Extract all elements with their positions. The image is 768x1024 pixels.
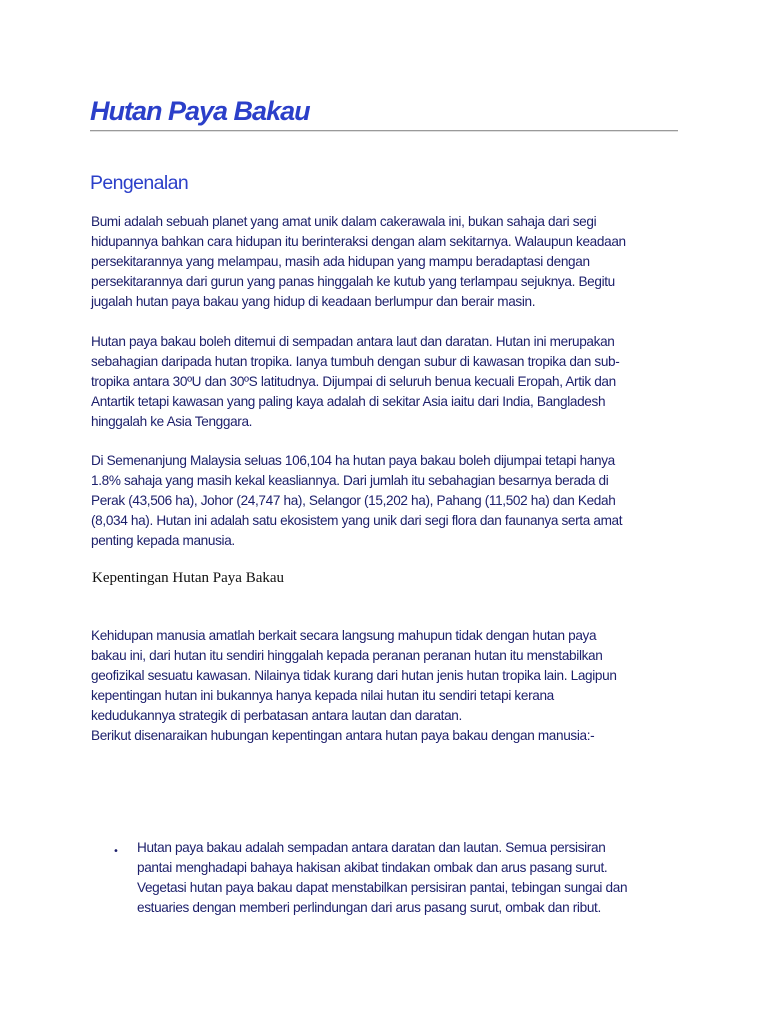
text-line: kedudukannya strategik di perbatasan antara lautan dan daratan.	[91, 708, 462, 723]
importance-bullet-list	[110, 838, 627, 918]
text-line: Kehidupan manusia amatlah berkait secara langsung mahupun tidak dengan hutan paya	[91, 628, 597, 643]
text-line: persekitarannya yang melampau, masih ada hidupan yang mampu beradaptasi dengan	[91, 254, 590, 269]
text-line: Berikut disenaraikan hubungan kepentingan antara hutan paya bakau dengan manusia:-	[91, 728, 595, 743]
text-line: hinggalah ke Asia Tenggara.	[91, 414, 253, 429]
text-line: penting kepada manusia.	[91, 533, 235, 548]
text-line: 1.8% sahaja yang masih kekal keasliannya. Dari jumlah itu sebahagian besarnya berada di	[91, 473, 609, 488]
title-divider	[90, 130, 678, 132]
text-line: bakau ini, dari hutan itu sendiri hinggalah kepada peranan peranan hutan itu menstabilkan	[91, 648, 603, 663]
text-line: sebahagian daripada hutan tropika. Ianya tumbuh dengan subur di kawasan tropika dan sub-	[91, 354, 620, 369]
text-line: persekitarannya dari gurun yang panas hinggalah ke kutub yang terlampau sejuknya. Begitu	[91, 274, 615, 289]
text-line: tropika antara 30ºU dan 30ºS latitudnya. Dijumpai di seluruh benua kecuali Eropah, Artik dan	[91, 374, 616, 389]
intro-paragraph-3	[91, 451, 622, 551]
text-line: Hutan paya bakau boleh ditemui di sempadan antara laut dan daratan. Hutan ini merupakan	[91, 334, 615, 349]
text-line: pantai menghadapi bahaya hakisan akibat tindakan ombak dan arus pasang surut.	[137, 860, 608, 875]
text-line: jugalah hutan paya bakau yang hidup di keadaan berlumpur dan berair masin.	[91, 294, 536, 309]
intro-paragraph-2	[91, 332, 619, 432]
text-line: geofizikal sesuatu kawasan. Nilainya tidak kurang dari hutan jenis hutan tropika lain. Lagipun	[91, 668, 617, 683]
text-line: Perak (43,506 ha), Johor (24,747 ha), Selangor (15,202 ha), Pahang (11,502 ha) dan Kedah	[91, 493, 616, 508]
text-line: Bumi adalah sebuah planet yang amat unik dalam cakerawala ini, bukan sahaja dari segi	[91, 214, 597, 229]
importance-paragraph	[91, 626, 617, 746]
text-line: hidupannya bahkan cara hidupan itu berinteraksi dengan alam sekitarnya. Walaupun keadaan	[91, 234, 626, 249]
text-line: Di Semenanjung Malaysia seluas 106,104 ha hutan paya bakau boleh dijumpai tetapi hanya	[91, 453, 615, 468]
text-line: kepentingan hutan ini bukannya hanya kepada nilai hutan itu sendiri tetapi kerana	[91, 688, 554, 703]
text-line: estuaries dengan memberi perlindungan dari arus pasang surut, ombak dan ribut.	[137, 900, 601, 915]
list-item-text	[137, 838, 627, 918]
section-heading-pengenalan: Pengenalan	[90, 172, 189, 194]
text-line: Hutan paya bakau adalah sempadan antara daratan dan lautan. Semua persisiran	[137, 840, 606, 855]
section-heading-kepentingan: Kepentingan Hutan Paya Bakau	[92, 570, 285, 586]
text-line: Antartik tetapi kawasan yang paling kaya adalah di sekitar Asia iaitu dari India, Bangladesh	[91, 394, 606, 409]
text-line: (8,034 ha). Hutan ini adalah satu ekosistem yang unik dari segi flora dan faunanya serta amat	[91, 513, 623, 528]
list-item	[110, 838, 627, 918]
bullet-marker-icon: •	[113, 846, 119, 857]
text-line: Vegetasi hutan paya bakau dapat menstabilkan persisiran pantai, tebingan sungai dan	[137, 880, 628, 895]
document-title: Hutan Paya Bakau	[90, 96, 310, 126]
intro-paragraph-1	[91, 212, 626, 312]
